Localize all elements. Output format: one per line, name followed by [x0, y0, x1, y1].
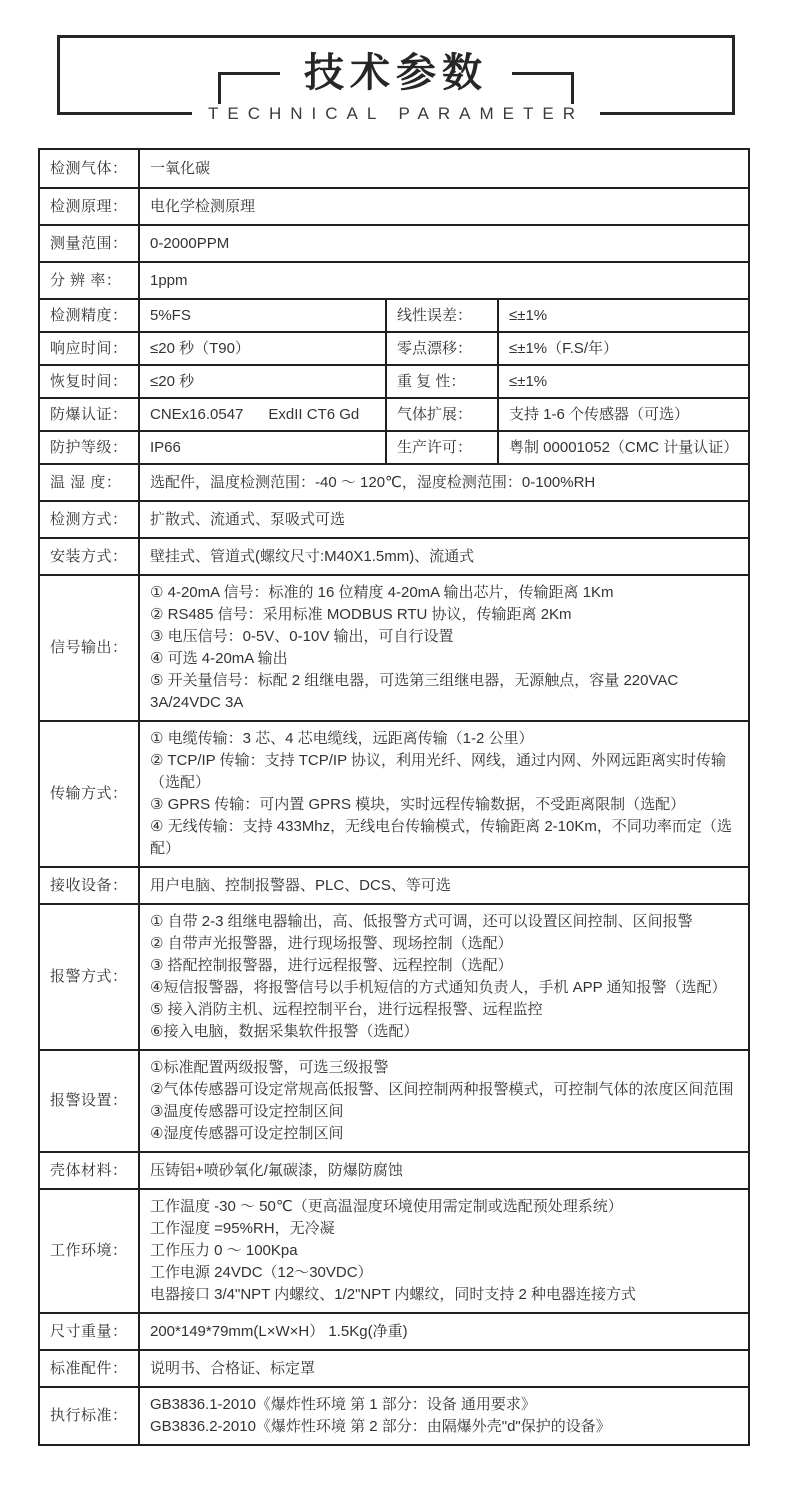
table-row	[40, 1349, 748, 1386]
row-label: 尺寸重量：	[50, 1322, 128, 1340]
row-value-line: ① 4-20mA 信号：标准的 16 位精度 4-20mA 输出芯片，传输距离 1Km	[150, 584, 614, 601]
row-label-2: 重 复 性：	[385, 366, 497, 397]
row-label: 分 辨 率：	[50, 271, 122, 289]
row-value-line: ⑤ 接入消防主机、远程控制平台，进行远程报警、远程监控	[150, 1001, 543, 1018]
row-value-line: ⑤ 开关量信号：标配 2 组继电器，可选第三组继电器，无源触点，容量 220VAC 3A/24VDC 3A	[150, 672, 679, 711]
row-value-line: ②气体传感器可设定常规高低报警、区间控制两种报警模式，可控制气体的浓度区间范围	[150, 1081, 734, 1098]
row-value-2: ≤±1%（F.S/年）	[497, 333, 748, 364]
row-label: 工作环境：	[50, 1242, 128, 1260]
row-value-line: ④湿度传感器可设定控制区间	[150, 1125, 344, 1142]
row-value-line: ① 电缆传输：3 芯、4 芯电缆线，远距离传输（1-2 公里）	[150, 730, 534, 747]
row-value-line: ① 自带 2-3 组继电器输出，高、低报警方式可调，还可以设置区间控制、区间报警	[150, 913, 693, 930]
row-value-line: ④短信报警器，将报警信号以手机短信的方式通知负责人，手机 APP 通知报警（选配）	[150, 979, 727, 996]
row-value-2: 粤制 00001052（CMC 计量认证）	[497, 432, 748, 463]
table-row	[40, 331, 748, 364]
row-value-line: ② 自带声光报警器，进行现场报警、现场控制（选配）	[150, 935, 513, 952]
row-label: 执行标准：	[50, 1407, 128, 1425]
row-label-2: 线性误差：	[385, 300, 497, 331]
row-value: 壁挂式、管道式(螺纹尺寸:M40X1.5mm)、流通式	[138, 539, 748, 574]
row-value-2: 支持 1-6 个传感器（可选）	[497, 399, 748, 430]
table-row	[40, 430, 748, 463]
row-label: 检测气体：	[50, 159, 128, 177]
page-title: 技术参数	[304, 51, 488, 95]
row-value-line: ④ 无线传输：支持 433Mhz，无线电台传输模式，传输距离 2-10Km，不同功率而定（选配）	[150, 818, 732, 857]
row-value-line: ② TCP/IP 传输：支持 TCP/IP 协议，利用光纤、网线，通过内网、外网远距离实时传输（选配）	[150, 752, 726, 791]
row-value-line: 工作压力 0 ～ 100Kpa	[150, 1242, 298, 1259]
row-label: 信号输出：	[50, 639, 128, 657]
table-row	[40, 364, 748, 397]
table-row	[40, 187, 748, 224]
row-label: 壳体材料：	[50, 1161, 128, 1179]
row-value: 1ppm	[138, 263, 748, 298]
row-value-line: ③温度传感器可设定控制区间	[150, 1103, 344, 1120]
table-row	[40, 903, 748, 1049]
header-box	[57, 35, 735, 123]
table-row	[40, 537, 748, 574]
row-value-line: ④ 可选 4-20mA 输出	[150, 650, 288, 667]
table-row	[40, 866, 748, 903]
row-value: ≤20 秒	[138, 366, 385, 397]
row-label: 温 湿 度：	[50, 473, 122, 491]
row-value: 选配件，温度检测范围：-40 ～ 120℃，湿度检测范围：0-100%RH	[138, 465, 748, 500]
table-row	[40, 1049, 748, 1151]
table-row	[40, 224, 748, 261]
row-value-line: ①标准配置两级报警，可选三级报警	[150, 1059, 389, 1076]
row-value: 200*149*79mm(L×W×H） 1.5Kg(净重)	[138, 1314, 748, 1349]
row-label: 检测精度：	[50, 306, 128, 324]
row-value-line: ③ 电压信号：0-5V、0-10V 输出，可自行设置	[150, 628, 454, 645]
row-value: 说明书、合格证、标定罩	[138, 1351, 748, 1386]
row-label: 防护等级：	[50, 438, 128, 456]
row-label: 测量范围：	[50, 234, 128, 252]
row-value: 扩散式、流通式、泵吸式可选	[138, 502, 748, 537]
row-value: 5%FS	[138, 300, 385, 331]
row-value	[138, 905, 748, 1049]
row-value	[138, 1190, 748, 1312]
row-label: 安装方式：	[50, 547, 128, 565]
spec-table	[38, 148, 750, 1446]
table-row	[40, 298, 748, 331]
row-value-2: ≤±1%	[497, 300, 748, 331]
row-value-line: ② RS485 信号：采用标准 MODBUS RTU 协议，传输距离 2Km	[150, 606, 572, 623]
row-label: 恢复时间：	[50, 372, 128, 390]
table-row	[40, 574, 748, 720]
row-value-line: 电器接口 3/4"NPT 内螺纹、1/2"NPT 内螺纹，同时支持 2 种电器连接方式	[150, 1286, 636, 1303]
row-value	[138, 1388, 748, 1444]
row-value-line: ⑥接入电脑，数据采集软件报警（选配）	[150, 1023, 419, 1040]
table-row	[40, 463, 748, 500]
row-value-line: GB3836.1-2010《爆炸性环境 第 1 部分：设备 通用要求》	[150, 1396, 536, 1413]
table-row	[40, 397, 748, 430]
row-value: 压铸铝+喷砂氧化/氟碳漆，防爆防腐蚀	[138, 1153, 748, 1188]
row-value: 用户电脑、控制报警器、PLC、DCS、等可选	[138, 868, 748, 903]
table-row	[40, 1312, 748, 1349]
table-row	[40, 1386, 748, 1444]
row-value: 电化学检测原理	[138, 189, 748, 224]
row-value: CNEx16.0547 ExdII CT6 Gd	[138, 399, 385, 430]
row-value	[138, 722, 748, 866]
row-label-2: 生产许可：	[385, 432, 497, 463]
row-label: 传输方式：	[50, 785, 128, 803]
row-value-2: ≤±1%	[497, 366, 748, 397]
row-value: ≤20 秒（T90）	[138, 333, 385, 364]
row-value	[138, 576, 748, 720]
row-label: 报警设置：	[50, 1092, 128, 1110]
row-label: 检测原理：	[50, 197, 128, 215]
row-value: IP66	[138, 432, 385, 463]
row-label: 接收设备：	[50, 876, 128, 894]
row-value-line: ③ 搭配控制报警器，进行远程报警、远程控制（选配）	[150, 957, 513, 974]
row-value-line: GB3836.2-2010《爆炸性环境 第 2 部分：由隔爆外壳"d"保护的设备》	[150, 1418, 611, 1435]
row-label: 报警方式：	[50, 968, 128, 986]
row-value	[138, 1051, 748, 1151]
row-label: 防爆认证：	[50, 405, 128, 423]
row-value: 0-2000PPM	[138, 226, 748, 261]
row-value-line: 工作电源 24VDC（12～30VDC）	[150, 1264, 373, 1281]
row-value: 一氧化碳	[138, 150, 748, 187]
row-value-line: 工作湿度 =95%RH，无冷凝	[150, 1220, 335, 1237]
row-label: 标准配件：	[50, 1359, 128, 1377]
page-subtitle: TECHNICAL PARAMETER	[192, 104, 600, 124]
row-label: 检测方式：	[50, 510, 128, 528]
table-row	[40, 150, 748, 187]
table-row	[40, 261, 748, 298]
row-label-2: 气体扩展：	[385, 399, 497, 430]
row-label-2: 零点漂移：	[385, 333, 497, 364]
table-row	[40, 1151, 748, 1188]
table-row	[40, 1188, 748, 1312]
table-row	[40, 500, 748, 537]
row-value-line: ③ GPRS 传输：可内置 GPRS 模块，实时远程传输数据，不受距离限制（选配）	[150, 796, 686, 813]
row-label: 响应时间：	[50, 339, 128, 357]
table-row	[40, 720, 748, 866]
row-value-line: 工作温度 -30 ～ 50℃（更高温湿度环境使用需定制或选配预处理系统）	[150, 1198, 623, 1215]
